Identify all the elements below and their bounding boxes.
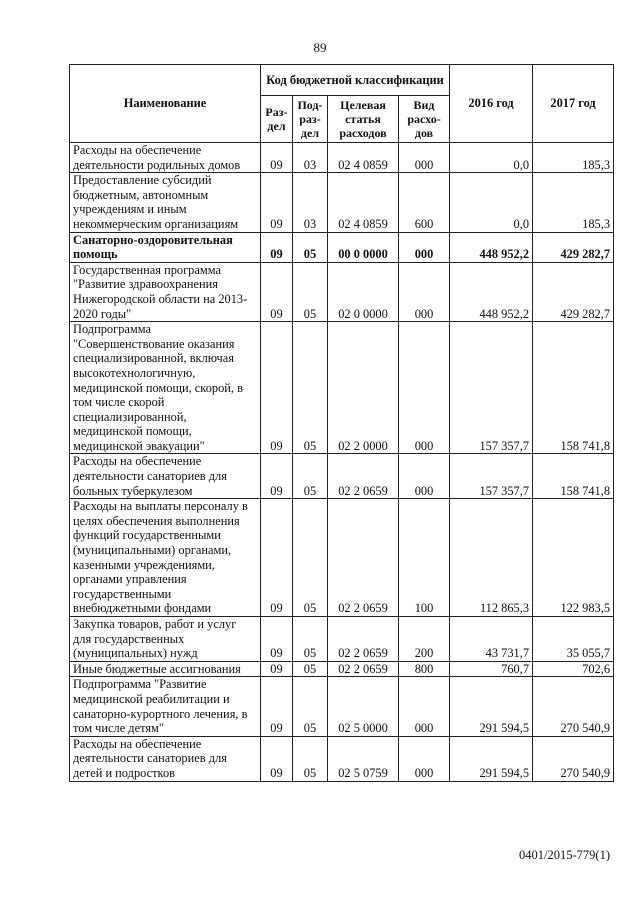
- row-target-article: 02 2 0000: [328, 322, 399, 454]
- header-year-2016: 2016 год: [450, 65, 533, 143]
- header-code-group: Код бюджетной классификации: [261, 65, 450, 96]
- row-expense-type: 200: [399, 617, 450, 662]
- row-amount-2017: 270 540,9: [533, 677, 614, 736]
- header-name: Наименование: [70, 65, 261, 143]
- table-header: [70, 65, 614, 143]
- table-body: [70, 143, 614, 782]
- row-subsection: 05: [293, 617, 328, 662]
- row-target-article: 02 2 0659: [328, 454, 399, 499]
- row-section: 09: [261, 736, 293, 781]
- table-row: [70, 661, 614, 677]
- budget-table: [69, 64, 614, 782]
- row-section: 09: [261, 499, 293, 617]
- row-amount-2017: 429 282,7: [533, 262, 614, 321]
- row-expense-type: 000: [399, 143, 450, 173]
- table-row: [70, 143, 614, 173]
- row-target-article: 02 4 0859: [328, 173, 399, 232]
- row-expense-type: 800: [399, 661, 450, 677]
- row-target-article: 02 5 0759: [328, 736, 399, 781]
- row-expense-type: 000: [399, 232, 450, 262]
- row-target-article: 02 2 0659: [328, 661, 399, 677]
- header-expense-type: Вид расхо- дов: [399, 96, 450, 143]
- row-amount-2017: 185,3: [533, 173, 614, 232]
- row-name: Подпрограмма "Совершенствование оказания специализированной, включая высокотехнологичную, медицинской помощи, скорой, в том числе скорой специализированной, медицинской помощи, медицинской эвакуации": [70, 322, 261, 454]
- row-amount-2016: 43 731,7: [450, 617, 533, 662]
- row-amount-2016: 0,0: [450, 173, 533, 232]
- row-amount-2017: 702,6: [533, 661, 614, 677]
- row-subsection: 05: [293, 661, 328, 677]
- row-amount-2016: 112 865,3: [450, 499, 533, 617]
- table-row: [70, 736, 614, 781]
- row-expense-type: 100: [399, 499, 450, 617]
- row-section: 09: [261, 322, 293, 454]
- row-name: Подпрограмма "Развитие медицинской реабилитации и санаторно-курортного лечения, в том числе детям": [70, 677, 261, 736]
- row-section: 09: [261, 143, 293, 173]
- row-target-article: 02 0 0000: [328, 262, 399, 321]
- header-year-2017: 2017 год: [533, 65, 614, 143]
- row-amount-2016: 157 357,7: [450, 454, 533, 499]
- row-amount-2016: 291 594,5: [450, 736, 533, 781]
- row-amount-2017: 270 540,9: [533, 736, 614, 781]
- row-amount-2017: 35 055,7: [533, 617, 614, 662]
- header-section: Раз- дел: [261, 96, 293, 143]
- row-amount-2017: 158 741,8: [533, 454, 614, 499]
- document-code: 0401/2015-779(1): [519, 848, 610, 862]
- row-section: 09: [261, 677, 293, 736]
- row-section: 09: [261, 232, 293, 262]
- table-row: [70, 617, 614, 662]
- row-amount-2016: 448 952,2: [450, 232, 533, 262]
- row-subsection: 03: [293, 143, 328, 173]
- row-target-article: 02 2 0659: [328, 499, 399, 617]
- row-name: Закупка товаров, работ и услуг для государственных (муниципальных) нужд: [70, 617, 261, 662]
- row-expense-type: 000: [399, 454, 450, 499]
- page-number: 89: [313, 40, 327, 55]
- row-subsection: 05: [293, 499, 328, 617]
- row-name: Расходы на обеспечение деятельности санаториев для детей и подростков: [70, 736, 261, 781]
- row-subsection: 05: [293, 677, 328, 736]
- row-amount-2017: 122 983,5: [533, 499, 614, 617]
- row-subsection: 05: [293, 454, 328, 499]
- row-amount-2016: 760,7: [450, 661, 533, 677]
- row-section: 09: [261, 262, 293, 321]
- row-amount-2016: 157 357,7: [450, 322, 533, 454]
- table-row: [70, 232, 614, 262]
- row-expense-type: 000: [399, 736, 450, 781]
- row-name: Расходы на обеспечение деятельности санаториев для больных туберкулезом: [70, 454, 261, 499]
- row-name: Санаторно-оздоровительная помощь: [70, 232, 261, 262]
- table-row: [70, 173, 614, 232]
- row-amount-2016: 0,0: [450, 143, 533, 173]
- row-target-article: 02 2 0659: [328, 617, 399, 662]
- row-target-article: 02 4 0859: [328, 143, 399, 173]
- header-target-article: Целевая статья расходов: [328, 96, 399, 143]
- row-section: 09: [261, 617, 293, 662]
- row-subsection: 05: [293, 262, 328, 321]
- row-expense-type: 000: [399, 262, 450, 321]
- row-amount-2017: 429 282,7: [533, 232, 614, 262]
- table-row: [70, 677, 614, 736]
- row-amount-2017: 158 741,8: [533, 322, 614, 454]
- row-target-article: 02 5 0000: [328, 677, 399, 736]
- row-name: Расходы на выплаты персоналу в целях обеспечения выполнения функций государственными (муниципальными) органами, казенными учреждениями, органами управления государственными внебюджетными фондами: [70, 499, 261, 617]
- row-target-article: 00 0 0000: [328, 232, 399, 262]
- row-expense-type: 000: [399, 322, 450, 454]
- row-name: Расходы на обеспечение деятельности родильных домов: [70, 143, 261, 173]
- row-name: Предоставление субсидий бюджетным, автономным учреждениям и иным некоммерческим организациям: [70, 173, 261, 232]
- row-subsection: 05: [293, 232, 328, 262]
- row-subsection: 05: [293, 736, 328, 781]
- header-subsection: Под- раз- дел: [293, 96, 328, 143]
- row-amount-2016: 291 594,5: [450, 677, 533, 736]
- table-row: [70, 322, 614, 454]
- row-section: 09: [261, 454, 293, 499]
- table-row: [70, 499, 614, 617]
- table-row: [70, 454, 614, 499]
- row-name: Иные бюджетные ассигнования: [70, 661, 261, 677]
- row-subsection: 05: [293, 322, 328, 454]
- row-amount-2016: 448 952,2: [450, 262, 533, 321]
- row-expense-type: 600: [399, 173, 450, 232]
- row-amount-2017: 185,3: [533, 143, 614, 173]
- row-section: 09: [261, 661, 293, 677]
- row-name: Государственная программа "Развитие здравоохранения Нижегородской области на 2013-2020 годы": [70, 262, 261, 321]
- row-section: 09: [261, 173, 293, 232]
- row-subsection: 03: [293, 173, 328, 232]
- table-row: [70, 262, 614, 321]
- row-expense-type: 000: [399, 677, 450, 736]
